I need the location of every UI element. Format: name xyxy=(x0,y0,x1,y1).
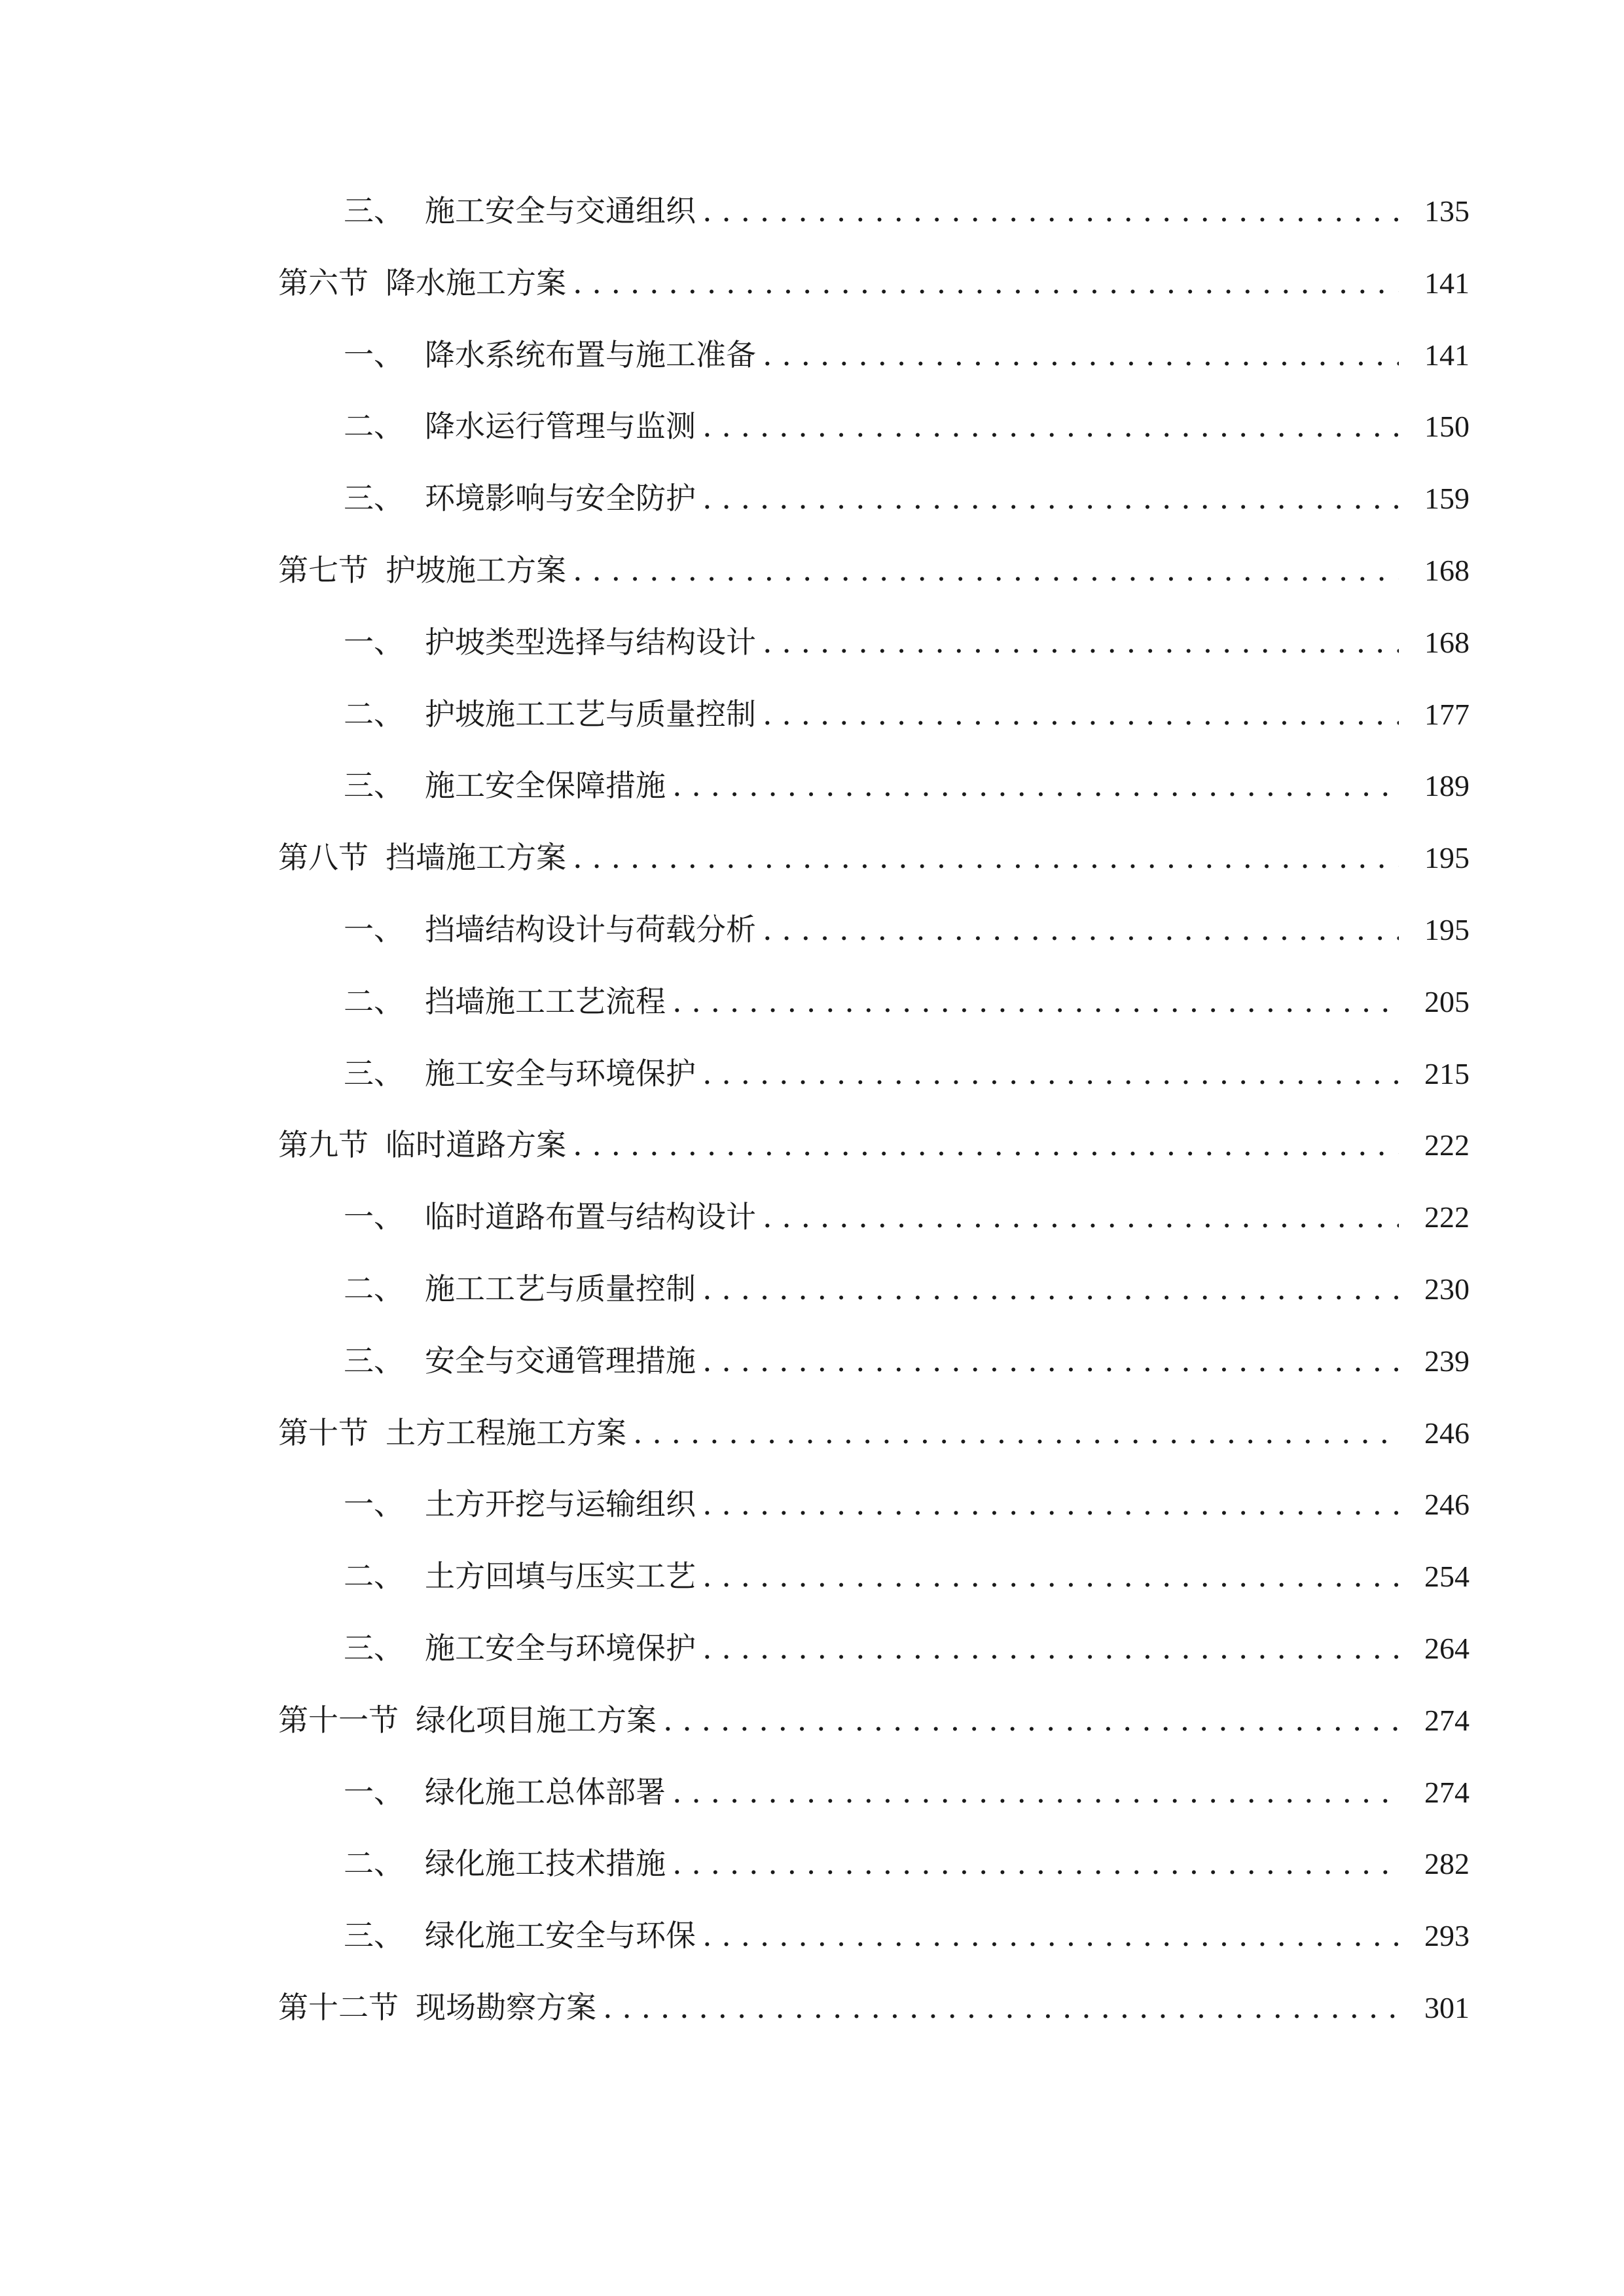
toc-subsection-entry[interactable] xyxy=(278,982,1470,1054)
toc-entry-title: 土方工程施工方案 xyxy=(386,1414,626,1450)
toc-page-number: 168 xyxy=(1424,625,1470,659)
toc-entry-title: 绿化施工技术措施 xyxy=(425,1846,666,1882)
toc-entry-number: 三、 xyxy=(344,193,404,228)
toc-page-number: 274 xyxy=(1424,1775,1470,1809)
dot-leader xyxy=(702,1054,1399,1092)
dot-leader xyxy=(702,479,1399,517)
toc-entry-number: 二、 xyxy=(344,696,404,732)
toc-subsection-entry[interactable] xyxy=(278,695,1470,767)
toc-entry-title: 降水施工方案 xyxy=(386,264,566,300)
toc-section-entry[interactable] xyxy=(278,1701,1470,1773)
toc-page-number: 189 xyxy=(1424,769,1470,803)
toc-page-number: 222 xyxy=(1424,1128,1470,1162)
toc-entry-title: 施工安全与环境保护 xyxy=(425,1055,696,1091)
dot-leader xyxy=(702,1629,1399,1667)
toc-subsection-entry[interactable] xyxy=(278,1342,1470,1414)
dot-leader xyxy=(672,1773,1399,1811)
dot-leader xyxy=(763,623,1399,661)
toc-page-number: 282 xyxy=(1424,1847,1470,1881)
toc-subsection-entry[interactable] xyxy=(278,1916,1470,1988)
toc-page-number: 141 xyxy=(1424,266,1470,300)
dot-leader xyxy=(702,1485,1399,1523)
toc-entry-title: 护坡类型选择与结构设计 xyxy=(425,624,756,660)
toc-subsection-entry[interactable] xyxy=(278,1485,1470,1557)
toc-page-number: 239 xyxy=(1424,1344,1470,1378)
dot-leader xyxy=(702,1342,1399,1380)
toc-subsection-entry[interactable] xyxy=(278,1844,1470,1916)
toc-subsection-entry[interactable] xyxy=(278,1270,1470,1342)
dot-leader xyxy=(702,407,1399,445)
dot-leader xyxy=(573,264,1399,302)
toc-page-number: 195 xyxy=(1424,912,1470,946)
toc-section-entry[interactable] xyxy=(278,1126,1470,1198)
dot-leader xyxy=(763,1198,1399,1236)
toc-page-number: 246 xyxy=(1424,1488,1470,1522)
dot-leader xyxy=(763,695,1399,733)
toc-subsection-entry[interactable] xyxy=(278,192,1470,264)
toc-subsection-entry[interactable] xyxy=(278,623,1470,695)
toc-subsection-entry[interactable] xyxy=(278,407,1470,479)
toc-entry-title: 挡墙施工方案 xyxy=(386,840,566,876)
toc-page-number: 264 xyxy=(1424,1631,1470,1665)
dot-leader xyxy=(702,192,1399,230)
toc-entry-title: 临时道路布置与结构设计 xyxy=(425,1199,756,1235)
toc-entry-title: 降水系统布置与施工准备 xyxy=(425,336,756,372)
toc-entry-title: 安全与交通管理措施 xyxy=(425,1342,696,1378)
toc-entry-title: 绿化施工安全与环保 xyxy=(425,1918,696,1954)
toc-page-number: 195 xyxy=(1424,841,1470,875)
toc-page-number: 159 xyxy=(1424,482,1470,516)
toc-page-number: 230 xyxy=(1424,1272,1470,1306)
toc-entry-number: 三、 xyxy=(344,480,404,516)
toc-page-number: 246 xyxy=(1424,1416,1470,1450)
toc-entry-number: 一、 xyxy=(344,911,404,947)
toc-entry-number: 第八节 xyxy=(278,840,369,876)
dot-leader xyxy=(603,1988,1399,2026)
toc-entry-title: 施工安全与交通组织 xyxy=(425,193,696,228)
toc-entry-number: 二、 xyxy=(344,983,404,1019)
toc-entry-title: 施工安全与环境保护 xyxy=(425,1630,696,1666)
toc-entry-title: 护坡施工方案 xyxy=(386,552,566,588)
toc-subsection-entry[interactable] xyxy=(278,336,1470,408)
toc-section-entry[interactable] xyxy=(278,264,1470,336)
dot-leader xyxy=(573,1126,1399,1164)
dot-leader xyxy=(763,910,1399,948)
toc-entry-number: 第十二节 xyxy=(278,1989,399,2025)
toc-entry-number: 三、 xyxy=(344,1918,404,1954)
toc-page-number: 141 xyxy=(1424,338,1470,372)
toc-section-entry[interactable] xyxy=(278,838,1470,910)
toc-entry-number: 第七节 xyxy=(278,552,369,588)
toc-entry-title: 挡墙结构设计与荷载分析 xyxy=(425,911,756,947)
toc-page-number: 215 xyxy=(1424,1056,1470,1090)
toc-entry-number: 第九节 xyxy=(278,1127,369,1163)
toc-section-entry[interactable] xyxy=(278,1988,1470,2060)
toc-section-entry[interactable] xyxy=(278,1414,1470,1486)
toc-entry-number: 二、 xyxy=(344,1558,404,1594)
toc-page-number: 205 xyxy=(1424,984,1470,1018)
dot-leader xyxy=(573,838,1399,876)
dot-leader xyxy=(763,336,1399,374)
toc-entry-number: 三、 xyxy=(344,1055,404,1091)
toc-page-number: 168 xyxy=(1424,553,1470,587)
toc-page-number: 301 xyxy=(1424,1990,1470,2024)
dot-leader xyxy=(633,1414,1399,1452)
toc-entry-number: 二、 xyxy=(344,1846,404,1882)
toc-entry-title: 绿化施工总体部署 xyxy=(425,1774,666,1810)
toc-section-entry[interactable] xyxy=(278,551,1470,623)
toc-subsection-entry[interactable] xyxy=(278,1557,1470,1629)
toc-entry-title: 施工安全保障措施 xyxy=(425,768,666,804)
toc-subsection-entry[interactable] xyxy=(278,1198,1470,1270)
toc-entry-title: 施工工艺与质量控制 xyxy=(425,1270,696,1306)
toc-subsection-entry[interactable] xyxy=(278,1629,1470,1701)
toc-page-number: 177 xyxy=(1424,697,1470,731)
toc-entry-number: 三、 xyxy=(344,768,404,804)
toc-page-number: 274 xyxy=(1424,1703,1470,1737)
toc-entry-number: 第十一节 xyxy=(278,1702,399,1738)
toc-entry-number: 一、 xyxy=(344,1486,404,1522)
toc-entry-title: 临时道路方案 xyxy=(386,1127,566,1163)
dot-leader xyxy=(702,1557,1399,1595)
toc-subsection-entry[interactable] xyxy=(278,479,1470,551)
toc-entry-number: 三、 xyxy=(344,1630,404,1666)
toc-entry-number: 三、 xyxy=(344,1342,404,1378)
toc-entry-number: 第六节 xyxy=(278,264,369,300)
toc-subsection-entry[interactable] xyxy=(278,766,1470,838)
toc-entry-title: 土方开挖与运输组织 xyxy=(425,1486,696,1522)
dot-leader xyxy=(702,1270,1399,1308)
toc-entry-number: 一、 xyxy=(344,1199,404,1235)
toc-entry-title: 绿化项目施工方案 xyxy=(416,1702,657,1738)
toc-entry-number: 二、 xyxy=(344,1270,404,1306)
toc-page-number: 222 xyxy=(1424,1200,1470,1234)
table-of-contents xyxy=(278,192,1470,2060)
dot-leader xyxy=(573,551,1399,589)
toc-entry-number: 一、 xyxy=(344,624,404,660)
toc-page-number: 135 xyxy=(1424,194,1470,228)
toc-page-number: 254 xyxy=(1424,1560,1470,1594)
toc-entry-title: 挡墙施工工艺流程 xyxy=(425,983,666,1019)
toc-entry-number: 二、 xyxy=(344,408,404,444)
dot-leader xyxy=(672,1844,1399,1882)
toc-entry-title: 土方回填与压实工艺 xyxy=(425,1558,696,1594)
dot-leader xyxy=(672,766,1399,804)
toc-subsection-entry[interactable] xyxy=(278,910,1470,982)
toc-entry-title: 环境影响与安全防护 xyxy=(425,480,696,516)
dot-leader xyxy=(672,982,1399,1020)
toc-entry-number: 第十节 xyxy=(278,1414,369,1450)
toc-page-number: 150 xyxy=(1424,410,1470,444)
dot-leader xyxy=(702,1916,1399,1954)
toc-page-number: 293 xyxy=(1424,1919,1470,1953)
toc-entry-number: 一、 xyxy=(344,336,404,372)
toc-entry-title: 现场勘察方案 xyxy=(416,1989,596,2025)
toc-subsection-entry[interactable] xyxy=(278,1054,1470,1126)
toc-subsection-entry[interactable] xyxy=(278,1773,1470,1845)
toc-entry-number: 一、 xyxy=(344,1774,404,1810)
dot-leader xyxy=(663,1701,1399,1739)
toc-entry-title: 降水运行管理与监测 xyxy=(425,408,696,444)
toc-entry-title: 护坡施工工艺与质量控制 xyxy=(425,696,756,732)
